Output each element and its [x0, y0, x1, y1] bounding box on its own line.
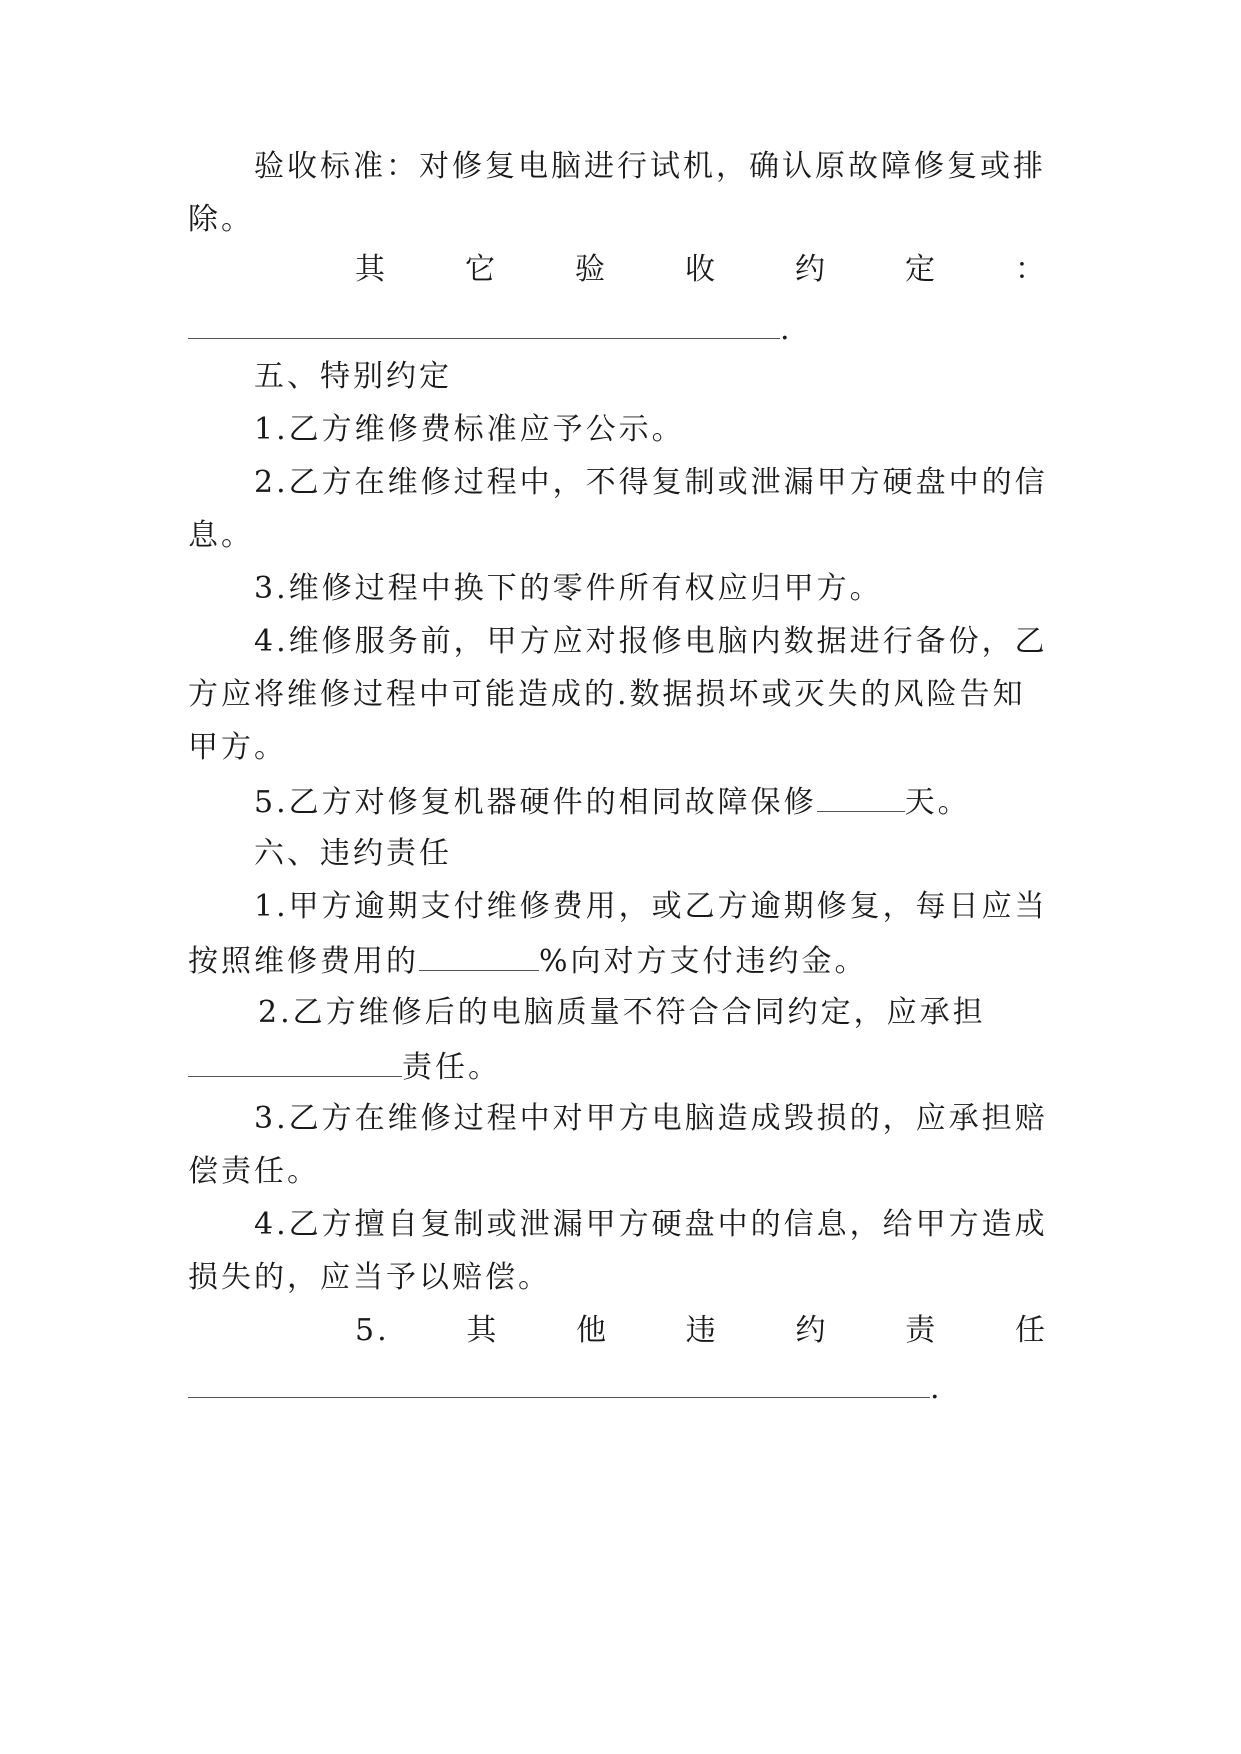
other-acceptance-heading: [355, 250, 1048, 290]
clause-6-5-heading: [355, 1311, 1048, 1351]
line-end-mark: .: [930, 1371, 943, 1406]
clause-5-4-line-3: 甲方。: [188, 730, 287, 765]
warranty-days-blank[interactable]: [817, 781, 905, 812]
acceptance-standard-line-1: 验收标准：对修复电脑进行试机，确认原故障修复或排: [254, 149, 1046, 184]
spread-char: 约: [795, 1313, 829, 1348]
acceptance-standard-line-2: 除。: [188, 202, 254, 237]
section-five-heading: 五、特别约定: [254, 359, 452, 394]
liability-blank[interactable]: [188, 1046, 402, 1077]
penalty-percent-blank[interactable]: [419, 940, 539, 971]
fill-in-blank[interactable]: [188, 308, 780, 339]
other-breach-blank-line: [188, 1367, 1048, 1407]
line-end-mark: .: [780, 312, 793, 347]
clause-text: 5.乙方对修复机器硬件的相同故障保修: [254, 785, 817, 820]
clause-6-3-line-1: 3.乙方在维修过程中对甲方电脑造成毁损的，应承担赔: [254, 1101, 1048, 1136]
other-acceptance-blank-line: [188, 308, 1048, 348]
clause-5-5: [254, 781, 1048, 821]
spread-char: 他: [576, 1313, 610, 1348]
clause-6-2-line-2: [188, 1046, 1048, 1086]
clause-6-1-line-1: 1.甲方逾期支付维修费用，或乙方逾期修复，每日应当: [254, 889, 1048, 924]
clause-text: 责任。: [402, 1050, 501, 1085]
spread-char: 责: [905, 1313, 939, 1348]
clause-5-1: 1.乙方维修费标准应予公示。: [254, 412, 685, 447]
spread-char: 违: [685, 1313, 719, 1348]
clause-text: 按照维修费用的: [188, 944, 419, 979]
clause-text: %向对方支付违约金。: [539, 944, 868, 979]
spread-char: 收: [685, 252, 718, 287]
spread-char: 任: [1014, 1313, 1048, 1348]
clause-5-3: 3.维修过程中换下的零件所有权应归甲方。: [254, 571, 883, 606]
clause-text: 天。: [904, 785, 971, 820]
clause-5-2-line-2: 息。: [188, 518, 254, 553]
clause-5-4-line-2: 方应将维修过程中可能造成的.数据损坏或灭失的风险告知: [188, 677, 1026, 712]
spread-char: 5.: [355, 1313, 390, 1348]
clause-5-2-line-1: 2.乙方在维修过程中，不得复制或泄漏甲方硬盘中的信: [254, 465, 1048, 500]
clause-6-4-line-2: 损失的，应当予以赔偿。: [188, 1260, 551, 1295]
section-six-heading: 六、违约责任: [254, 836, 452, 871]
clause-5-4-line-1: 4.维修服务前，甲方应对报修电脑内数据进行备份，乙: [254, 624, 1048, 659]
spread-char: 其: [355, 252, 388, 287]
spread-char: 验: [575, 252, 608, 287]
spread-char: 定: [905, 252, 938, 287]
fill-in-blank[interactable]: [188, 1367, 930, 1398]
spread-char: 其: [466, 1313, 500, 1348]
spread-char: 约: [795, 252, 828, 287]
spread-char: 它: [465, 252, 498, 287]
clause-6-3-line-2: 偿责任。: [188, 1154, 320, 1189]
spread-char: ：: [1015, 252, 1048, 287]
clause-6-1-line-2: [188, 940, 1048, 980]
clause-6-4-line-1: 4.乙方擅自复制或泄漏甲方硬盘中的信息，给甲方造成: [254, 1207, 1048, 1242]
clause-6-2-line-1: 2.乙方维修后的电脑质量不符合合同约定，应承担: [258, 995, 986, 1030]
